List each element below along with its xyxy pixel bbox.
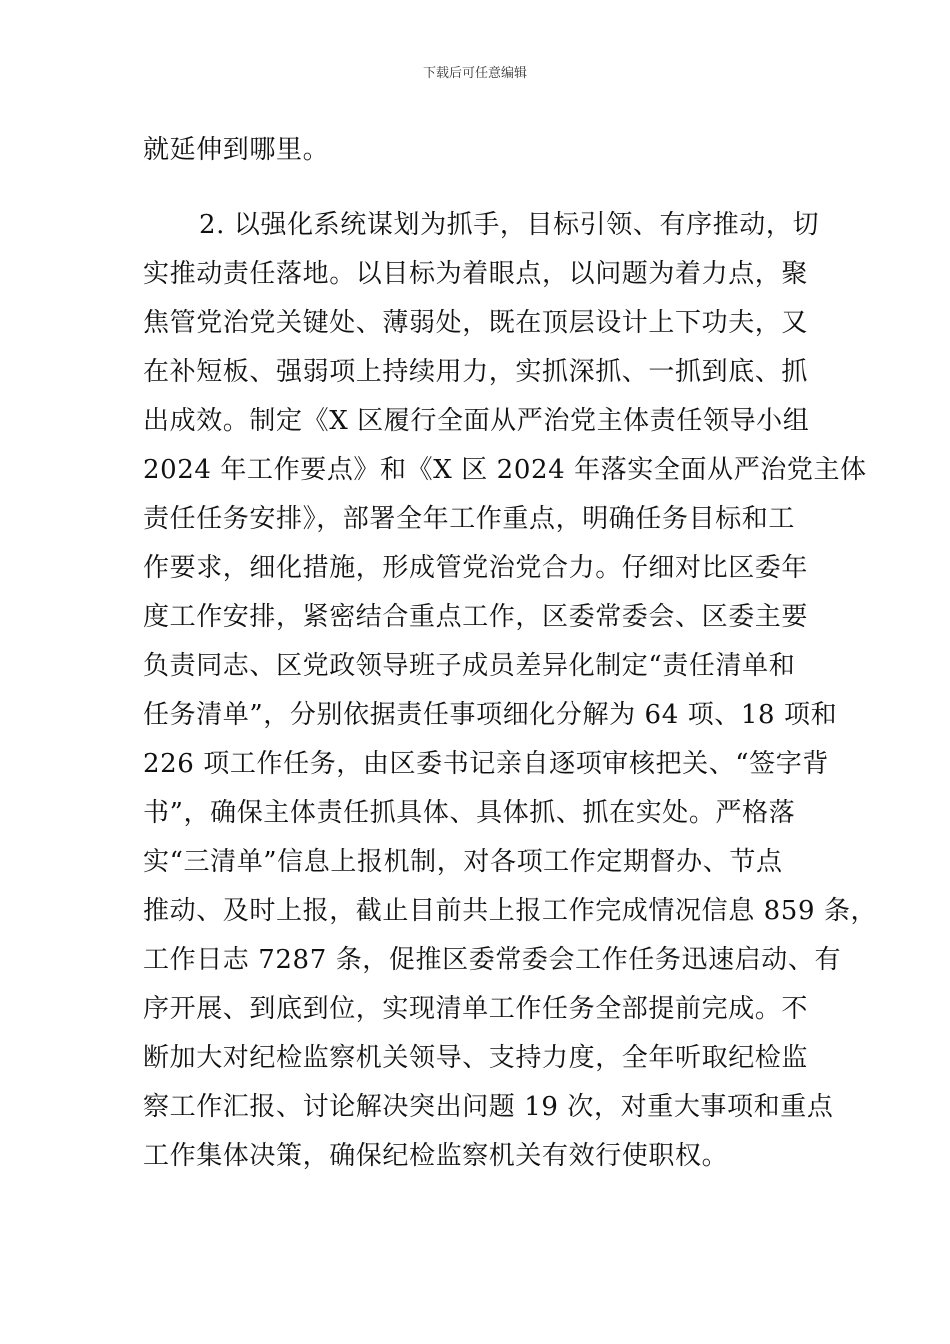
paragraph-continuation [143, 126, 833, 175]
text-line: 在补短板、强弱项上持续用力，实抓深抓、一抓到底、抓 [143, 357, 809, 387]
text-line: 任务清单”，分别依据责任事项细化分解为 64 项、18 项和 [143, 700, 838, 730]
text-line: 就延伸到哪里。 [143, 135, 330, 165]
text-line: 断加大对纪检监察机关领导、支持力度，全年听取纪检监 [143, 1043, 809, 1073]
text-line: 推动、及时上报，截止目前共上报工作完成情况信息 859 条， [143, 896, 878, 926]
paragraph-gap [143, 175, 833, 201]
text-line: 责任任务安排》，部署全年工作重点，明确任务目标和工 [143, 504, 796, 534]
document-body [143, 126, 878, 1181]
paragraph-section-2 [143, 201, 878, 1181]
text-line: 书”，确保主体责任抓具体、具体抓、抓在实处。严格落 [143, 798, 796, 828]
text-line: 焦管党治党关键处、薄弱处，既在顶层设计上下功夫，又 [143, 308, 809, 338]
text-line: 度工作安排，紧密结合重点工作，区委常委会、区委主要 [143, 602, 809, 632]
page-header: 下载后可任意编辑 [422, 66, 527, 81]
text-line: 出成效。制定《X 区履行全面从严治党主体责任领导小组 [143, 406, 810, 436]
text-line: 负责同志、区党政领导班子成员差异化制定“责任清单和 [143, 651, 796, 681]
text-line: 实推动责任落地。以目标为着眼点，以问题为着力点，聚 [143, 259, 809, 289]
text-line: 工作集体决策，确保纪检监察机关有效行使职权。 [143, 1141, 729, 1171]
text-line: 工作日志 7287 条，促推区委常委会工作任务迅速启动、有 [143, 945, 842, 975]
text-line: 2024 年工作要点》和《X 区 2024 年落实全面从严治党主体 [143, 455, 867, 485]
text-line: 察工作汇报、讨论解决突出问题 19 次，对重大事项和重点 [143, 1092, 834, 1122]
text-line: 实“三清单”信息上报机制，对各项工作定期督办、节点 [143, 847, 783, 877]
text-line: 序开展、到底到位，实现清单工作任务全部提前完成。不 [143, 994, 809, 1024]
text-line-first: 2. 以强化系统谋划为抓手，目标引领、有序推动，切 [199, 210, 820, 240]
text-line: 226 项工作任务，由区委书记亲自逐项审核把关、“签字背 [143, 749, 829, 779]
text-line: 作要求，细化措施，形成管党治党合力。仔细对比区委年 [143, 553, 809, 583]
